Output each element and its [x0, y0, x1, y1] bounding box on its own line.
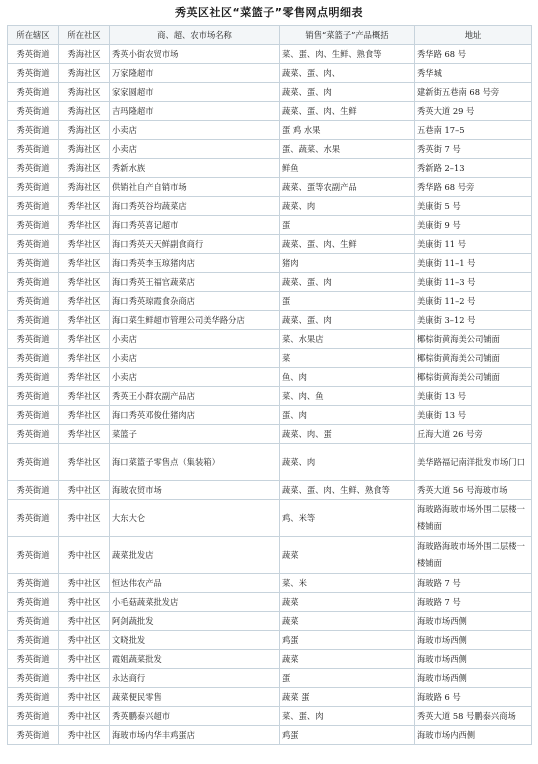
store-name-cell: 霞姐蔬菜批发 [110, 650, 280, 669]
products-cell: 蔬菜、肉、蛋 [280, 425, 415, 444]
products-cell: 蔬菜、蛋、肉 [280, 83, 415, 102]
district-cell: 秀英街道 [8, 292, 59, 311]
district-cell: 秀英街道 [8, 726, 59, 745]
address-cell: 秀华城 [415, 64, 532, 83]
table-row [8, 45, 532, 64]
table-row [8, 273, 532, 292]
store-name-cell: 恒达伟农产品 [110, 574, 280, 593]
products-cell: 鸡蛋 [280, 726, 415, 745]
district-cell: 秀英街道 [8, 178, 59, 197]
table-body [8, 45, 532, 745]
address-cell: 美康街 11–2 号 [415, 292, 532, 311]
district-cell: 秀英街道 [8, 121, 59, 140]
community-cell: 秀华社区 [59, 406, 110, 425]
address-cell: 丘海大道 26 号旁 [415, 425, 532, 444]
products-cell: 蛋 [280, 669, 415, 688]
district-cell: 秀英街道 [8, 254, 59, 273]
products-cell: 蔬菜、肉 [280, 444, 415, 481]
products-cell: 蔬菜、蛋等农副产品 [280, 178, 415, 197]
table-row [8, 406, 532, 425]
table-row [8, 311, 532, 330]
retail-outlets-table [7, 25, 532, 745]
products-cell: 菜、肉、鱼 [280, 387, 415, 406]
district-cell: 秀英街道 [8, 311, 59, 330]
community-cell: 秀海社区 [59, 140, 110, 159]
district-cell: 秀英街道 [8, 83, 59, 102]
community-cell: 秀华社区 [59, 254, 110, 273]
store-name-cell: 小卖店 [110, 121, 280, 140]
table-row [8, 140, 532, 159]
community-cell: 秀中社区 [59, 669, 110, 688]
table-row [8, 349, 532, 368]
address-cell: 美康街 11–1 号 [415, 254, 532, 273]
address-cell: 海玻路 7 号 [415, 574, 532, 593]
district-cell: 秀英街道 [8, 387, 59, 406]
products-cell: 蔬菜、蛋、肉 [280, 273, 415, 292]
products-cell: 蔬菜 [280, 612, 415, 631]
community-cell: 秀中社区 [59, 481, 110, 500]
store-name-cell: 秀英鹏泰兴超市 [110, 707, 280, 726]
community-cell: 秀华社区 [59, 311, 110, 330]
community-cell: 秀中社区 [59, 650, 110, 669]
store-name-cell: 供销社自产自销市场 [110, 178, 280, 197]
table-row [8, 254, 532, 273]
store-name-cell: 小卖店 [110, 140, 280, 159]
district-cell: 秀英街道 [8, 64, 59, 83]
table-row [8, 83, 532, 102]
products-cell: 鱼、肉 [280, 368, 415, 387]
address-cell: 美康街 9 号 [415, 216, 532, 235]
products-cell: 菜、蛋、肉 [280, 707, 415, 726]
table-row [8, 631, 532, 650]
table-row [8, 64, 532, 83]
store-name-cell: 秀英小街农贸市场 [110, 45, 280, 64]
products-cell: 蔬菜、蛋、肉、生鲜 [280, 102, 415, 121]
address-cell: 海玻市场西侧 [415, 669, 532, 688]
community-cell: 秀中社区 [59, 726, 110, 745]
district-cell: 秀英街道 [8, 349, 59, 368]
products-cell: 蔬菜 [280, 537, 415, 574]
community-cell: 秀华社区 [59, 349, 110, 368]
district-cell: 秀英街道 [8, 688, 59, 707]
community-cell: 秀海社区 [59, 159, 110, 178]
table-row [8, 669, 532, 688]
table-row [8, 330, 532, 349]
community-cell: 秀中社区 [59, 574, 110, 593]
address-cell: 海玻市场西侧 [415, 631, 532, 650]
district-cell: 秀英街道 [8, 216, 59, 235]
address-cell: 秀英街 7 号 [415, 140, 532, 159]
products-cell: 鸡蛋 [280, 631, 415, 650]
community-cell: 秀华社区 [59, 368, 110, 387]
community-cell: 秀中社区 [59, 688, 110, 707]
district-cell: 秀英街道 [8, 159, 59, 178]
district-cell: 秀英街道 [8, 481, 59, 500]
table-row [8, 292, 532, 311]
products-cell: 菜 [280, 349, 415, 368]
address-cell: 美康街 11 号 [415, 235, 532, 254]
district-cell: 秀英街道 [8, 650, 59, 669]
products-cell: 蔬菜、肉 [280, 197, 415, 216]
table-title: 秀英区社区“菜篮子”零售网点明细表 [175, 6, 363, 19]
store-name-cell: 海口秀英喜记超市 [110, 216, 280, 235]
store-name-cell: 小毛菇蔬菜批发店 [110, 593, 280, 612]
community-cell: 秀华社区 [59, 273, 110, 292]
address-cell: 海玻路 6 号 [415, 688, 532, 707]
products-cell: 蔬菜 蛋 [280, 688, 415, 707]
address-cell: 美康街 13 号 [415, 406, 532, 425]
district-cell: 秀英街道 [8, 537, 59, 574]
district-cell: 秀英街道 [8, 707, 59, 726]
district-cell: 秀英街道 [8, 612, 59, 631]
table-row [8, 102, 532, 121]
table-row [8, 444, 532, 481]
products-cell: 蛋、蔬菜、水果 [280, 140, 415, 159]
community-cell: 秀海社区 [59, 121, 110, 140]
community-cell: 秀华社区 [59, 197, 110, 216]
address-cell: 海玻路 7 号 [415, 593, 532, 612]
products-cell: 蔬菜、蛋、肉、生鲜 [280, 235, 415, 254]
district-cell: 秀英街道 [8, 425, 59, 444]
community-cell: 秀海社区 [59, 64, 110, 83]
address-cell: 海玻市场内西侧 [415, 726, 532, 745]
store-name-cell: 海玻农贸市场 [110, 481, 280, 500]
table-row [8, 500, 532, 537]
store-name-cell: 阿剑蔬批发 [110, 612, 280, 631]
table-row [8, 650, 532, 669]
address-cell: 美康街 5 号 [415, 197, 532, 216]
address-cell: 秀新路 2–13 [415, 159, 532, 178]
store-name-cell: 海玻市场内华丰鸡蛋店 [110, 726, 280, 745]
community-cell: 秀中社区 [59, 707, 110, 726]
district-cell: 秀英街道 [8, 368, 59, 387]
header-store-name: 商、超、农市场名称 [110, 26, 280, 45]
address-cell: 美康街 13 号 [415, 387, 532, 406]
store-name-cell: 永达商行 [110, 669, 280, 688]
table-row [8, 178, 532, 197]
table-row [8, 197, 532, 216]
district-cell: 秀英街道 [8, 593, 59, 612]
address-cell: 秀英大道 29 号 [415, 102, 532, 121]
table-row [8, 726, 532, 745]
store-name-cell: 海口秀英邓俊仕猪肉店 [110, 406, 280, 425]
address-cell: 五巷南 17–5 [415, 121, 532, 140]
community-cell: 秀中社区 [59, 612, 110, 631]
table-row [8, 574, 532, 593]
community-cell: 秀华社区 [59, 216, 110, 235]
products-cell: 鸡、米等 [280, 500, 415, 537]
address-cell: 美康街 11–3 号 [415, 273, 532, 292]
district-cell: 秀英街道 [8, 574, 59, 593]
address-cell: 秀华路 68 号 [415, 45, 532, 64]
table-row [8, 612, 532, 631]
products-cell: 蛋 [280, 216, 415, 235]
community-cell: 秀华社区 [59, 425, 110, 444]
district-cell: 秀英街道 [8, 197, 59, 216]
community-cell: 秀海社区 [59, 102, 110, 121]
store-name-cell: 蔬菜批发店 [110, 537, 280, 574]
community-cell: 秀中社区 [59, 500, 110, 537]
store-name-cell: 文晓批发 [110, 631, 280, 650]
address-cell: 海玻市场西侧 [415, 650, 532, 669]
store-name-cell: 家家圆超市 [110, 83, 280, 102]
table-row [8, 425, 532, 444]
store-name-cell: 海口秀英谷均蔬菜店 [110, 197, 280, 216]
table-row [8, 707, 532, 726]
table-row [8, 593, 532, 612]
community-cell: 秀华社区 [59, 387, 110, 406]
store-name-cell: 海口秀英李玉琼猪肉店 [110, 254, 280, 273]
products-cell: 蛋、肉 [280, 406, 415, 425]
community-cell: 秀中社区 [59, 537, 110, 574]
store-name-cell: 海口秀英王福官蔬菜店 [110, 273, 280, 292]
community-cell: 秀华社区 [59, 235, 110, 254]
header-community: 所在社区 [59, 26, 110, 45]
district-cell: 秀英街道 [8, 102, 59, 121]
products-cell: 菜、水果店 [280, 330, 415, 349]
community-cell: 秀海社区 [59, 45, 110, 64]
products-cell: 鲜鱼 [280, 159, 415, 178]
products-cell: 蛋 鸡 水果 [280, 121, 415, 140]
district-cell: 秀英街道 [8, 273, 59, 292]
district-cell: 秀英街道 [8, 631, 59, 650]
table-row [8, 159, 532, 178]
store-name-cell: 万家隆超市 [110, 64, 280, 83]
table-row [8, 121, 532, 140]
products-cell: 蔬菜、蛋、肉、 [280, 64, 415, 83]
header-district: 所在辖区 [8, 26, 59, 45]
district-cell: 秀英街道 [8, 669, 59, 688]
products-cell: 蔬菜 [280, 593, 415, 612]
header-products: 销售“菜篮子”产品概括 [280, 26, 415, 45]
community-cell: 秀海社区 [59, 178, 110, 197]
header-address: 地址 [415, 26, 532, 45]
products-cell: 蔬菜、蛋、肉、生鲜、熟食等 [280, 481, 415, 500]
table-row [8, 481, 532, 500]
district-cell: 秀英街道 [8, 500, 59, 537]
store-name-cell: 海口菜篮子零售点（集装箱） [110, 444, 280, 481]
address-cell: 椰棕街黄海美公司铺面 [415, 349, 532, 368]
address-cell: 海玻路海玻市场外围二层楼一楼铺面 [415, 537, 532, 574]
products-cell: 蔬菜、蛋、肉 [280, 311, 415, 330]
address-cell: 秀英大道 58 号鹏泰兴商场 [415, 707, 532, 726]
district-cell: 秀英街道 [8, 330, 59, 349]
table-row [8, 387, 532, 406]
store-name-cell: 蔬菜便民零售 [110, 688, 280, 707]
table-row [8, 537, 532, 574]
store-name-cell: 小卖店 [110, 368, 280, 387]
community-cell: 秀华社区 [59, 292, 110, 311]
table-header-row [8, 26, 532, 45]
community-cell: 秀华社区 [59, 330, 110, 349]
district-cell: 秀英街道 [8, 235, 59, 254]
address-cell: 椰棕街黄海美公司铺面 [415, 330, 532, 349]
address-cell: 美华路福记南洋批发市场门口 [415, 444, 532, 481]
address-cell: 海玻路海玻市场外围二层楼一楼铺面 [415, 500, 532, 537]
products-cell: 菜、米 [280, 574, 415, 593]
store-name-cell: 大东大仑 [110, 500, 280, 537]
products-cell: 猪肉 [280, 254, 415, 273]
store-name-cell: 小卖店 [110, 330, 280, 349]
address-cell: 椰棕街黄海美公司铺面 [415, 368, 532, 387]
address-cell: 美康街 3–12 号 [415, 311, 532, 330]
store-name-cell: 海口秀英天天鲜副食商行 [110, 235, 280, 254]
store-name-cell: 吉玛隆超市 [110, 102, 280, 121]
address-cell: 海玻市场西侧 [415, 612, 532, 631]
store-name-cell: 小卖店 [110, 349, 280, 368]
table-row [8, 235, 532, 254]
products-cell: 蛋 [280, 292, 415, 311]
address-cell: 秀英大道 56 号海玻市场 [415, 481, 532, 500]
district-cell: 秀英街道 [8, 45, 59, 64]
community-cell: 秀海社区 [59, 83, 110, 102]
store-name-cell: 菜篮子 [110, 425, 280, 444]
store-name-cell: 秀英王小群农副产品店 [110, 387, 280, 406]
district-cell: 秀英街道 [8, 140, 59, 159]
store-name-cell: 海口秀英琼霞食杂商店 [110, 292, 280, 311]
table-row [8, 216, 532, 235]
table-row [8, 368, 532, 387]
district-cell: 秀英街道 [8, 406, 59, 425]
address-cell: 秀华路 68 号旁 [415, 178, 532, 197]
products-cell: 菜、蛋、肉、生鲜、熟食等 [280, 45, 415, 64]
community-cell: 秀华社区 [59, 444, 110, 481]
address-cell: 建新街五巷南 68 号旁 [415, 83, 532, 102]
store-name-cell: 海口菜生鲜超市管理公司美华路分店 [110, 311, 280, 330]
community-cell: 秀中社区 [59, 593, 110, 612]
community-cell: 秀中社区 [59, 631, 110, 650]
products-cell: 蔬菜 [280, 650, 415, 669]
district-cell: 秀英街道 [8, 444, 59, 481]
store-name-cell: 秀新水族 [110, 159, 280, 178]
table-row [8, 688, 532, 707]
